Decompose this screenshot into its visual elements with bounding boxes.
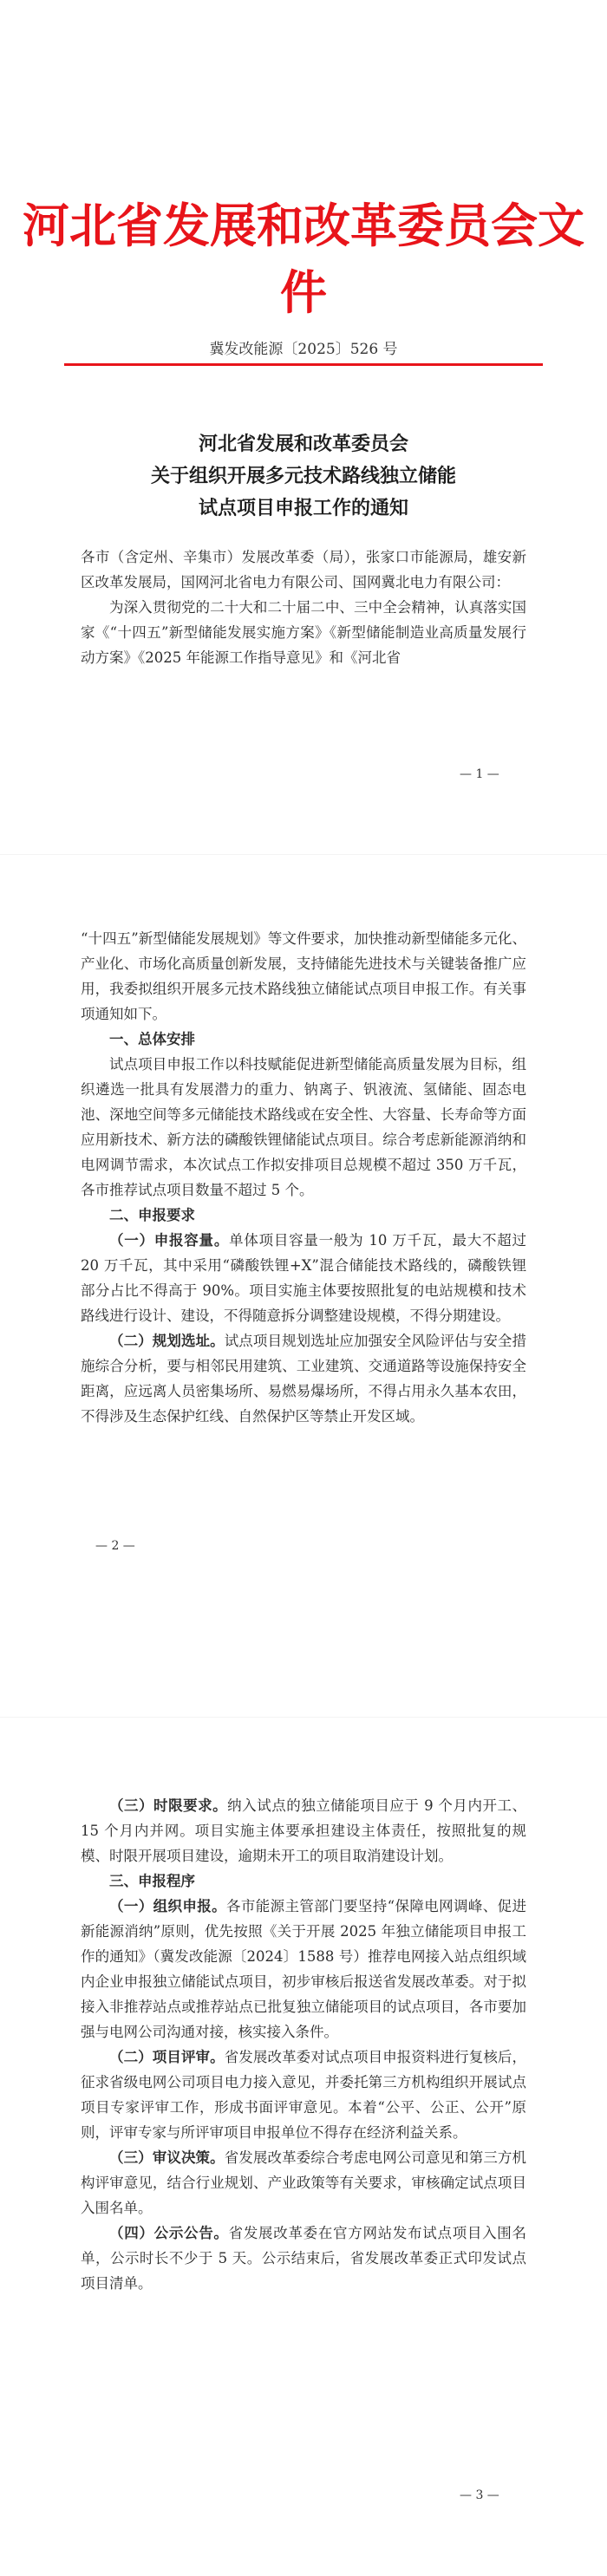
requirement-timeline-text: 纳入试点的独立储能项目应于 9 个月内开工、15 个月内并网。项目实施主体要承担建设主体责任，按照批复的规模、时限开展项目建设，逾期未开工的项目取消建设计划。 [81,1797,527,1864]
red-divider-line [64,363,543,366]
page2-body [81,926,526,1429]
notice-title [0,428,607,525]
section-heading-requirements: 二、申报要求 [109,1207,195,1223]
requirement-timeline [81,1793,526,1868]
page-separator [0,1717,607,1718]
section-heading-procedure: 三、申报程序 [109,1873,195,1889]
procedure-publicity-text: 省发展改革委在官方网站发布试点项目入围名单，公示时长不少于 5 天。公示结束后，省发展改革委正式印发试点项目清单。 [81,2225,527,2292]
procedure-application-tag: （一）组织申报。 [109,1898,227,1914]
section-heading-overall: 一、总体安排 [109,1031,195,1047]
procedure-review-text: 省发展改革委对试点项目申报资料进行复核后，征求省级电网公司项目电力接入意见，并委托第三方机构组织开展试点项目专家评审工作，形成书面评审意见。本着“公平、公正、公开”原则，评审专家与所评审项目申报单位不得存在经济利益关系。 [81,2049,527,2141]
requirement-site-text: 试点项目规划选址应加强安全风险评估与安全措施综合分析，要与相邻民用建筑、工业建筑、交通道路等设施保持安全距离，应远离人员密集场所、易燃易爆场所，不得占用永久基本农田，不得涉及生态保护红线、自然保护区等禁止开发区域。 [81,1333,527,1425]
document-number: 冀发改能源〔2025〕526 号 [209,341,398,358]
procedure-publicity-tag: （四）公示公告。 [109,2225,229,2241]
notice-title-line3: 试点项目申报工作的通知 [198,497,408,519]
procedure-application-text: 各市能源主管部门要坚持“保障电网调峰、促进新能源消纳”原则，优先按照《关于开展 2025 年独立储能项目申报工作的通知》（冀发改能源〔2024〕1588 号）推荐电网接入站点组织域内企业申报独立储能试点项目，初步审核后报送省发展改革委。对于拟接入非推荐站点或推荐站点已批复独立储能项目的试点项目，各市要加强与电网公司沟通对接，核实接入条件。 [81,1898,527,2040]
requirement-timeline-tag: （三）时限要求。 [109,1797,228,1814]
procedure-publicity [81,2221,526,2296]
addressee: 各市（含定州、辛集市）发展改革委（局），张家口市能源局，雄安新区改革发展局，国网河北省电力有限公司、国网冀北电力有限公司： [81,549,526,590]
intro-paragraph: 为深入贯彻党的二十大和二十届二中、三中全会精神，认真落实国家《“十四五”新型储能发展实施方案》《新型储能制造业高质量发展行动方案》《2025 年能源工作指导意见》和《河北省 [81,599,526,666]
page1-body [81,545,526,670]
requirement-site-tag: （二）规划选址。 [109,1333,225,1349]
page-separator [0,854,607,855]
page-number-2: — 2 — [95,1539,135,1553]
section-overall-body: 试点项目申报工作以科技赋能促进新型储能高质量发展为目标，组织遴选一批具有发展潜力的重力、钠离子、钒液流、氢储能、固态电池、深地空间等多元储能技术路线或在安全性、大容量、长寿命等方面应用新技术、新方法的磷酸铁锂储能试点项目。综合考虑新能源消纳和电网调节需求，本次试点工作拟安排项目总规模不超过 350 万千瓦，各市推荐试点项目数量不超过 5 个。 [81,1056,526,1198]
notice-title-line1: 河北省发展和改革委员会 [198,433,408,455]
procedure-decision [81,2145,526,2221]
requirement-capacity-text: 单体项目容量一般为 10 万千瓦，最大不超过 20 万千瓦，其中采用“磷酸铁锂+X”混合储能技术路线的，磷酸铁锂部分占比不得高于 90%。项目实施主体要按照批复的电站规模和技术路线进行设计、建设，不得随意拆分调整建设规模，不得分期建设。 [81,1232,526,1324]
procedure-review [81,2044,526,2145]
page-number-3: — 3 — [460,2488,499,2502]
notice-title-line2: 关于组织开展多元技术路线独立储能 [150,465,456,487]
procedure-decision-tag: （三）审议决策。 [109,2149,225,2166]
procedure-review-tag: （二）项目评审。 [109,2049,225,2065]
requirement-site [81,1328,526,1429]
requirement-capacity [81,1228,526,1328]
requirement-capacity-tag: （一）申报容量。 [109,1232,230,1249]
procedure-decision-text: 省发展改革委综合考虑电网公司意见和第三方机构评审意见，结合行业规划、产业政策等有关要求，审核确定试点项目入围名单。 [81,2149,527,2216]
page3-body [81,1793,526,2296]
intro-continued: “十四五”新型储能发展规划》等文件要求，加快推动新型储能多元化、产业化、市场化高质量创新发展，支持储能先进技术与关键装备推广应用，我委拟组织开展多元技术路线独立储能试点项目申报工作。有关事项通知如下。 [81,930,526,1022]
page-number-1: — 1 — [460,767,499,781]
document-header-title: 河北省发展和改革委员会文件 [23,199,584,320]
procedure-application [81,1894,526,2044]
